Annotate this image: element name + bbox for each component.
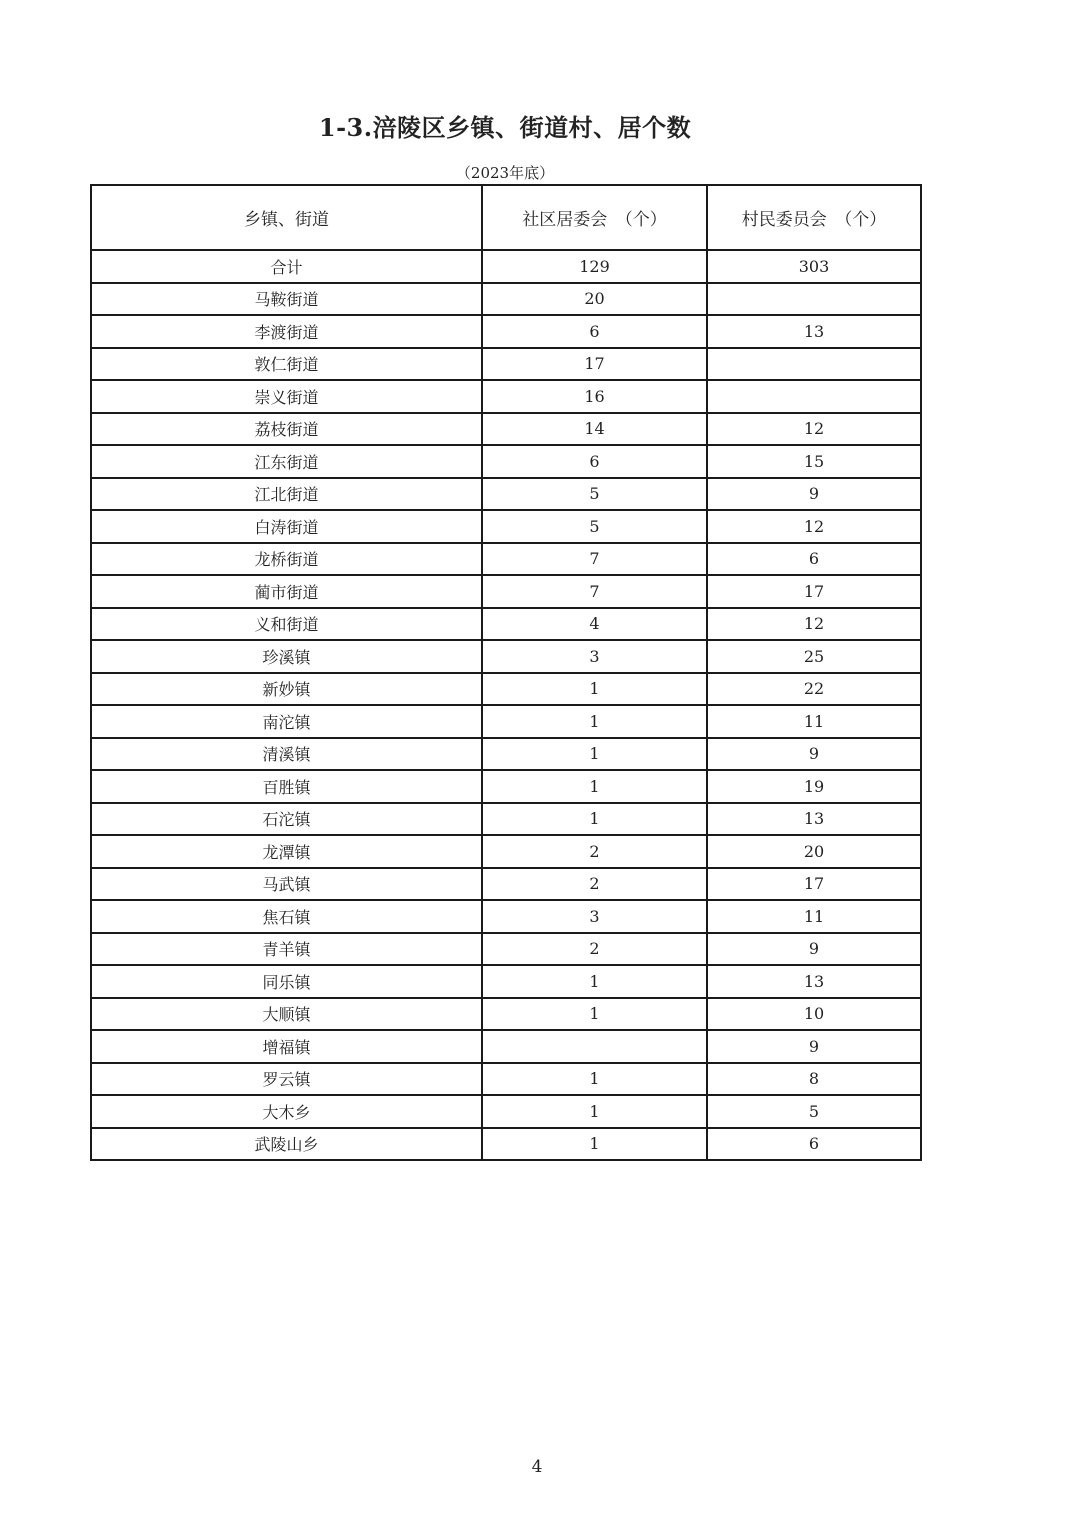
table-row: [91, 543, 921, 576]
table-row: [91, 803, 921, 836]
table-row: [91, 510, 921, 543]
cell-community-count: 1: [482, 673, 707, 706]
cell-township-name: 青羊镇: [91, 933, 482, 966]
cell-village-count: 20: [707, 835, 921, 868]
cell-village-count: 8: [707, 1063, 921, 1096]
cell-township-name: 荔枝街道: [91, 413, 482, 446]
cell-community-count: 5: [482, 478, 707, 511]
table-row: [91, 770, 921, 803]
cell-village-count: 13: [707, 965, 921, 998]
table-row: [91, 1095, 921, 1128]
cell-village-count: 9: [707, 738, 921, 771]
table-row: [91, 673, 921, 706]
cell-village-count: 11: [707, 705, 921, 738]
table-row: [91, 738, 921, 771]
data-table: [90, 184, 922, 1161]
cell-township-name: 江北街道: [91, 478, 482, 511]
cell-community-count: 5: [482, 510, 707, 543]
table-row: [91, 998, 921, 1031]
cell-village-count: 12: [707, 413, 921, 446]
cell-township-name: 蔺市街道: [91, 575, 482, 608]
table-row: [91, 348, 921, 381]
cell-township-name: 珍溪镇: [91, 640, 482, 673]
cell-community-count: 2: [482, 835, 707, 868]
cell-community-count: 14: [482, 413, 707, 446]
cell-township-name: 龙潭镇: [91, 835, 482, 868]
cell-community-count: 129: [482, 250, 707, 283]
table-row: [91, 705, 921, 738]
table-row: [91, 640, 921, 673]
cell-township-name: 焦石镇: [91, 900, 482, 933]
cell-township-name: 江东街道: [91, 445, 482, 478]
cell-community-count: 1: [482, 705, 707, 738]
cell-village-count: 13: [707, 803, 921, 836]
table-row: [91, 283, 921, 316]
table-row: [91, 965, 921, 998]
table-row: [91, 933, 921, 966]
column-header-township: 乡镇、街道: [91, 185, 482, 250]
cell-township-name: 义和街道: [91, 608, 482, 641]
cell-community-count: 1: [482, 965, 707, 998]
column-header-community-committees: 社区居委会 （个）: [482, 185, 707, 250]
cell-township-name: 马鞍街道: [91, 283, 482, 316]
page-subtitle: （2023年底）: [455, 164, 555, 182]
table-row: [91, 1063, 921, 1096]
cell-village-count: 12: [707, 510, 921, 543]
cell-village-count: 25: [707, 640, 921, 673]
cell-township-name: 白涛街道: [91, 510, 482, 543]
table-row: [91, 1128, 921, 1161]
cell-village-count: 17: [707, 868, 921, 901]
cell-township-name: 清溪镇: [91, 738, 482, 771]
cell-community-count: 1: [482, 738, 707, 771]
cell-community-count: 1: [482, 1095, 707, 1128]
table-row: [91, 413, 921, 446]
column-header-village-committees: 村民委员会 （个）: [707, 185, 921, 250]
cell-township-name: 百胜镇: [91, 770, 482, 803]
cell-community-count: 2: [482, 868, 707, 901]
cell-village-count: 9: [707, 478, 921, 511]
cell-community-count: 4: [482, 608, 707, 641]
cell-village-count: 9: [707, 1030, 921, 1063]
cell-community-count: 1: [482, 803, 707, 836]
cell-community-count: 1: [482, 998, 707, 1031]
table-row: [91, 1030, 921, 1063]
table-row: [91, 445, 921, 478]
table-row: [91, 380, 921, 413]
table-body: [91, 250, 921, 1160]
cell-township-name: 增福镇: [91, 1030, 482, 1063]
table-row: [91, 575, 921, 608]
cell-community-count: 3: [482, 640, 707, 673]
page-number: 4: [531, 1457, 543, 1477]
table-row: [91, 900, 921, 933]
cell-community-count: 3: [482, 900, 707, 933]
cell-village-count: 6: [707, 1128, 921, 1161]
cell-township-name: 石沱镇: [91, 803, 482, 836]
cell-community-count: 2: [482, 933, 707, 966]
cell-village-count: 13: [707, 315, 921, 348]
table-total-row: [91, 250, 921, 283]
cell-village-count: [707, 380, 921, 413]
cell-village-count: 17: [707, 575, 921, 608]
cell-village-count: 10: [707, 998, 921, 1031]
cell-township-name: 敦仁街道: [91, 348, 482, 381]
cell-village-count: 303: [707, 250, 921, 283]
cell-community-count: 7: [482, 543, 707, 576]
cell-community-count: [482, 1030, 707, 1063]
cell-community-count: 6: [482, 445, 707, 478]
table-row: [91, 478, 921, 511]
cell-township-name: 崇义街道: [91, 380, 482, 413]
cell-community-count: 1: [482, 770, 707, 803]
page-title: 1-3.涪陵区乡镇、街道村、居个数: [318, 113, 692, 142]
cell-village-count: 12: [707, 608, 921, 641]
cell-village-count: [707, 348, 921, 381]
cell-community-count: 1: [482, 1128, 707, 1161]
table-row: [91, 868, 921, 901]
table-row: [91, 608, 921, 641]
cell-township-name: 李渡街道: [91, 315, 482, 348]
cell-community-count: 6: [482, 315, 707, 348]
cell-village-count: 11: [707, 900, 921, 933]
cell-community-count: 17: [482, 348, 707, 381]
cell-township-name: 罗云镇: [91, 1063, 482, 1096]
cell-township-name: 马武镇: [91, 868, 482, 901]
cell-village-count: 15: [707, 445, 921, 478]
cell-township-name: 龙桥街道: [91, 543, 482, 576]
cell-community-count: 1: [482, 1063, 707, 1096]
cell-village-count: 6: [707, 543, 921, 576]
cell-township-name: 同乐镇: [91, 965, 482, 998]
cell-township-name: 合计: [91, 250, 482, 283]
cell-village-count: [707, 283, 921, 316]
cell-township-name: 大顺镇: [91, 998, 482, 1031]
cell-village-count: 5: [707, 1095, 921, 1128]
cell-village-count: 22: [707, 673, 921, 706]
cell-community-count: 16: [482, 380, 707, 413]
cell-village-count: 9: [707, 933, 921, 966]
cell-township-name: 大木乡: [91, 1095, 482, 1128]
cell-township-name: 武陵山乡: [91, 1128, 482, 1161]
cell-village-count: 19: [707, 770, 921, 803]
cell-township-name: 新妙镇: [91, 673, 482, 706]
cell-township-name: 南沱镇: [91, 705, 482, 738]
data-table-container: [90, 184, 920, 1161]
cell-community-count: 7: [482, 575, 707, 608]
cell-community-count: 20: [482, 283, 707, 316]
table-row: [91, 835, 921, 868]
table-row: [91, 315, 921, 348]
table-header-row: [91, 185, 921, 250]
